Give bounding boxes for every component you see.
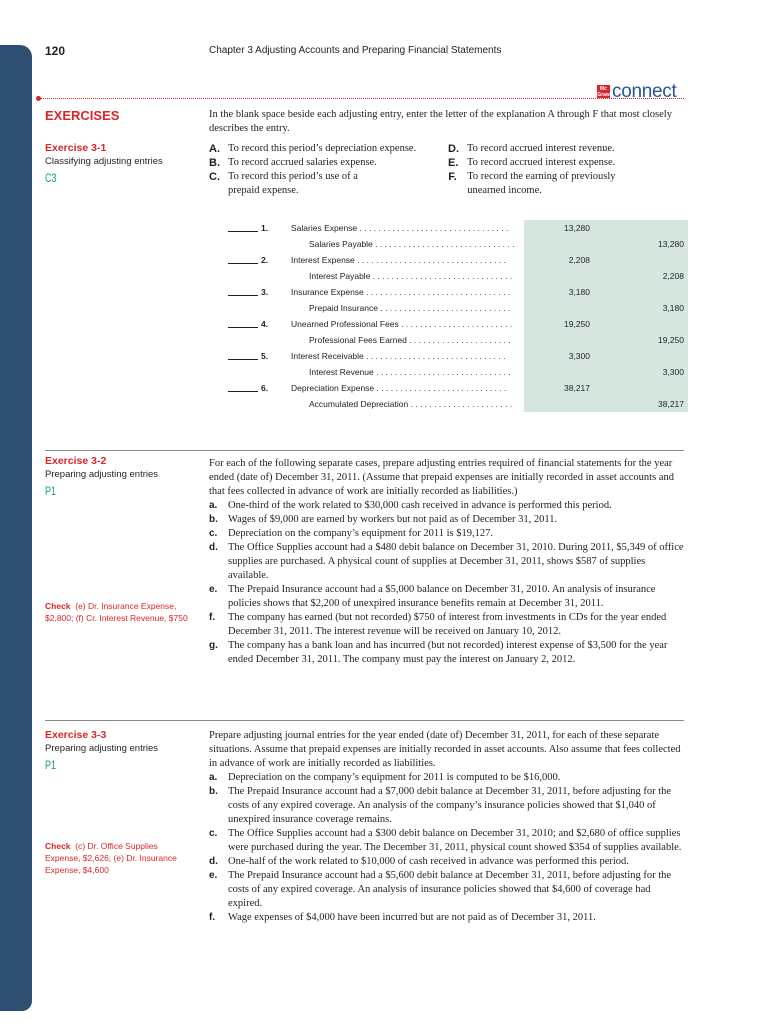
explanation-b: B. To record accrued salaries expense.: [209, 157, 377, 169]
explanation-d: D. To record accrued interest revenue.: [448, 143, 615, 155]
answer-blank[interactable]: [228, 263, 258, 264]
answer-blank[interactable]: [228, 327, 258, 328]
list-item: c. The Office Supplies account had a $300 debit balance on December 31, 2010; and $2,680 of office supplies were purchased during the year. The December 31, 2011, physical count showed $354 of supplies available.: [209, 828, 682, 853]
exercise-3-1-sidebar: [45, 142, 163, 186]
exercise-3-2-sidebar: [45, 455, 158, 499]
entry-row-credit: Professional Fees Earned . . . . . . . . . . . . . . . . . . . . . . 19,250: [309, 335, 684, 345]
list-item: d. The Office Supplies account had a $480 debit balance on December 31, 2010. During 2011, $5,349 of office supplies are purchased. A physical count of supplies at December 31, 2011, shows $587 of supplies available.: [209, 542, 684, 581]
exercise-subtitle: Preparing adjusting entries: [45, 743, 159, 754]
list-item: a. One-third of the work related to $30,000 cash received in advance is performed this period.: [209, 500, 612, 511]
exercise-3-2-body: [209, 457, 685, 667]
exercise-separator: [45, 450, 684, 451]
list-item: f. The company has earned (but not recorded) $750 of interest from investments in CDs for the year ended December 31, 2011. The interest revenue will be received on January 10, 2012.: [209, 612, 667, 637]
explanation-list: [209, 142, 687, 198]
list-item: d. One-half of the work related to $10,000 of cash received in advance was performed this period.: [209, 856, 629, 867]
explanation-e: E. To record accrued interest expense.: [448, 157, 616, 169]
exercise-title: Exercise 3-2: [45, 455, 107, 467]
check-figure: Check (e) Dr. Insurance Expense, $2,800; (f) Cr. Interest Revenue, $750: [45, 601, 188, 623]
learning-objective-code: P1: [45, 484, 57, 498]
entry-row-debit: 4. Unearned Professional Fees . . . . . . . . . . . . . . . . . . . . . . . . 19,250: [228, 316, 688, 332]
exercise-subtitle: Preparing adjusting entries: [45, 469, 159, 480]
exercise-3-3-body: [209, 729, 685, 925]
entry-row-credit: Accumulated Depreciation . . . . . . . . . . . . . . . . . . . . . . 38,217: [309, 399, 684, 409]
publisher-badge-icon: Mc Graw Hill: [597, 86, 610, 104]
answer-blank[interactable]: [228, 295, 258, 296]
list-item: g. The company has a bank loan and has incurred (but not recorded) interest expense of $3,500 for the year ended December 31, 2011. The company must pay the interest on January 2, 2012.: [209, 640, 668, 665]
exercise-title: Exercise 3-3: [45, 729, 107, 741]
connect-wordmark: connect: [612, 81, 677, 102]
learning-objective-code: C3: [45, 171, 57, 185]
list-item: a. Depreciation on the company’s equipment for 2011 is computed to be $16,000.: [209, 772, 561, 783]
learning-objective-code: P1: [45, 758, 57, 772]
explanation-f: F. To record the earning of previously unearned income.: [448, 171, 616, 196]
entry-row-debit: 6. Depreciation Expense . . . . . . . . . . . . . . . . . . . . . . . . . . . . 38,217: [228, 380, 688, 396]
entry-row-debit: 1. Salaries Expense . . . . . . . . . . . . . . . . . . . . . . . . . . . . . . . . 13,280: [228, 220, 688, 236]
exercise-3-1-intro: In the blank space beside each adjusting entry, enter the letter of the explanation A through F that most closely describes the entry.: [209, 109, 672, 134]
list-item: f. Wage expenses of $4,000 have been incurred but are not paid as of December 31, 2011.: [209, 912, 596, 923]
running-head: Chapter 3 Adjusting Accounts and Preparing Financial Statements: [209, 45, 502, 56]
exercise-intro: Prepare adjusting journal entries for the year ended (date of) December 31, 2011, for each of these separate situations. Assume that prepaid expenses are initially recorded in asset accounts. Also assume that fees collected in advance of work are initially recorded as liabilities.: [209, 730, 681, 769]
list-item: e. The Prepaid Insurance account had a $5,600 debit balance at December 31, 2011, before adjusting for the costs of any expired coverage. An analysis of insurance policies showed that $4,600 of coverage had expired.: [209, 870, 672, 909]
exercise-title: Exercise 3-1: [45, 142, 107, 154]
section-title: EXERCISES: [45, 108, 120, 123]
page-number: 120: [45, 44, 66, 58]
entry-row-credit: Interest Payable . . . . . . . . . . . . . . . . . . . . . . . . . . . . . . 2,208: [309, 271, 684, 281]
adjusting-entries-table: [228, 220, 688, 412]
list-item: b. Wages of $9,000 are earned by workers but not paid as of December 31, 2011.: [209, 514, 558, 525]
exercise-subtitle: Classifying adjusting entries: [45, 156, 163, 167]
entry-row-credit: Prepaid Insurance . . . . . . . . . . . . . . . . . . . . . . . . . . . . 3,180: [309, 303, 684, 313]
explanation-a: A. To record this period’s depreciation expense.: [209, 143, 417, 155]
exercise-3-3-sidebar: [45, 729, 158, 773]
list-item: c. Depreciation on the company’s equipment for 2011 is $19,127.: [209, 528, 493, 539]
page-edge-tab: [0, 45, 32, 1011]
entry-row-debit: 2. Interest Expense . . . . . . . . . . . . . . . . . . . . . . . . . . . . . . . . 2,208: [228, 252, 688, 268]
exercise-separator: [45, 720, 684, 721]
check-figure: Check (c) Dr. Office Supplies Expense, $2,626; (e) Dr. Insurance Expense, $4,600: [45, 841, 177, 875]
list-item: b. The Prepaid Insurance account had a $7,000 debit balance at December 31, 2011, before adjusting for the costs of any expired coverage. An analysis of the company’s insurance policies showed that $1,040 of unexpired insurance coverage remains.: [209, 786, 672, 825]
answer-blank[interactable]: [228, 359, 258, 360]
exercise-intro: For each of the following separate cases, prepare adjusting entries required of financial statements for the year ended (date of) December 31, 2011. (Assume that prepaid expenses are initially recorded in asset accounts and that fees collected in advance of work are initially recorded as liabilities.): [209, 458, 674, 497]
answer-blank[interactable]: [228, 231, 258, 232]
entry-row-credit: Salaries Payable . . . . . . . . . . . . . . . . . . . . . . . . . . . . . . 13,280: [309, 239, 684, 249]
section-rule: [38, 98, 684, 99]
entry-row-debit: 5. Interest Receivable . . . . . . . . . . . . . . . . . . . . . . . . . . . . . . 3,300: [228, 348, 688, 364]
list-item: e. The Prepaid Insurance account had a $5,000 balance on December 31, 2010. An analysis of insurance policies shows that $2,200 of unexpired insurance benefits remain at December 31, 2011.: [209, 584, 656, 609]
entry-row-debit: 3. Insurance Expense . . . . . . . . . . . . . . . . . . . . . . . . . . . . . . . 3,180: [228, 284, 688, 300]
entry-row-credit: Interest Revenue . . . . . . . . . . . . . . . . . . . . . . . . . . . . . 3,300: [309, 367, 684, 377]
explanation-c: C. To record this period’s use of a prepaid expense.: [209, 171, 358, 196]
answer-blank[interactable]: [228, 391, 258, 392]
